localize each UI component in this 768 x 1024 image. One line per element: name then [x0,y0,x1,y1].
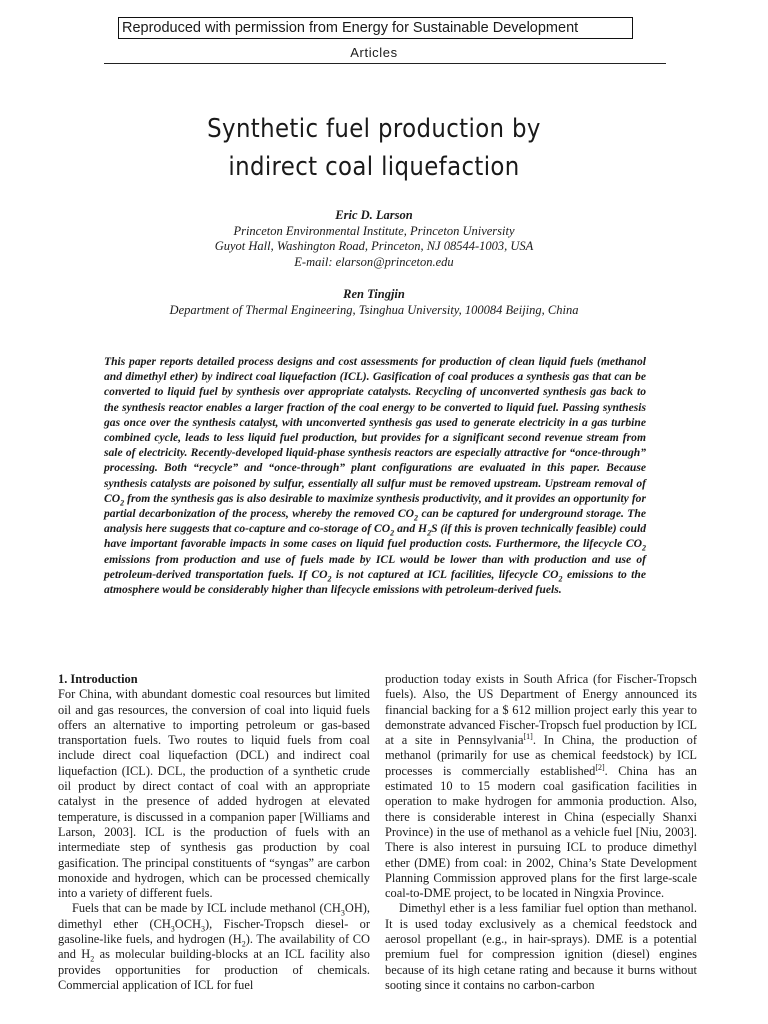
author-name: Ren Tingjin [343,287,405,301]
abstract: This paper reports detailed process designs and cost assessments for production of clean liquid fuels (methanol and dimethyl ether) by indirect coal liquefaction (ICL). Gasification of coal produces a synthesis gas that can be converted to liquid fuel by synthesis over appropriate catalysts. Recycling of unconverted synthesis gas back to the synthesis reactor enables a larger fraction of the coal energy to be converted to liquid fuel. Passing synthesis gas once over the synthesis catalyst, with unconverted synthesis gas used to generate electricity in a gas turbine combined cycle, leads to less liquid fuel production, but provides for a significant second revenue stream from sale of electricity. Recently-developed liquid-phase synthesis reactors are especially attractive for “once-through” processing. Both “recycle” and “once-through” plant configurations are evaluated in this paper. Because synthesis catalysts are poisoned by sulfur, essentially all sulfur must be removed upstream. Upstream removal of $CO_2$ from the synthesis gas is also desirable to maximize synthesis productivity, and it provides an opportunity for partial decarbonization of the process, whereby the removed $CO_2$ can be captured for underground storage. The analysis here suggests that co-capture and co-storage of $CO_2$ and $H_2S$ (if this is proven technically feasible) could have important favorable impacts in some cases on liquid fuel production costs. Furthermore, the lifecycle $CO_2$ emissions from production and use of fuels made by ICL would be lower than with production and use of petroleum-derived transportation fuels. If $CO_2$ is not captured at ICL facilities, lifecycle $CO_2$ emissions to the atmosphere would be considerably higher than lifecycle emissions with petroleum-derived fuels. [104,355,647,597]
body-column-right [385,672,697,993]
section-heading: 1. Introduction [58,672,138,686]
author-block-1 [0,208,748,270]
title-line-2: indirect coal liquefaction [228,152,520,182]
citation-ref[interactable]: [1] [523,732,533,742]
author-email: E-mail: elarson@princeton.edu [294,254,454,269]
author-name: Eric D. Larson [335,208,413,222]
paper-title [45,110,703,186]
citation-ref[interactable]: [2] [595,762,605,772]
title-line-1: Synthetic fuel production by [207,114,541,144]
body-paragraph: Dimethyl ether is a less familiar fuel option than methanol. It is used today exclusively as a chemical feedstock and aerosol propellant (e.g., in hair-sprays). DME is a potential premium fuel for compression ignition (diesel) engines because of its high cetane rating and because it burns without sooting since it contains no carbon-carbon [385,901,697,992]
body-column-left [58,672,370,993]
author-affiliation: Department of Thermal Engineering, Tsinghua University, 100084 Beijing, China [169,302,579,317]
author-address: Guyot Hall, Washington Road, Princeton, NJ 08544-1003, USA [214,239,534,253]
permission-notice: Reproduced with permission from Energy for Sustainable Development [118,17,633,39]
author-affiliation: Princeton Environmental Institute, Princeton University [233,223,515,238]
body-paragraph: For China, with abundant domestic coal resources but limited oil and gas resources, the conversion of coal into liquid fuels offers an alternative to importing petroleum or gas-based transportation fuels. Two routes to liquid fuels from coal include direct coal liquefaction (DCL) and indirect coal liquefaction (ICL). DCL, the production of a synthetic crude oil product by direct contact of coal with an appropriate catalyst in the presence of added hydrogen at elevated temperature, is discussed in a companion paper [Williams and Larson, 2003]. ICL is the production of fuels with an intermediate step of synthesis gas production by coal gasification. The principal constituents of “syngas” are carbon monoxide and hydrogen, which can be processed chemically into a variety of different fuels. [58,687,370,901]
section-label: Articles [350,45,398,60]
body-paragraph: Fuels that can be made by ICL include methanol $(CH_3OH)$, dimethyl ether $(CH_3OCH_3)$, Fischer-Tropsch diesel- or gasoline-like fuels, and hydrogen $(H_2)$. The availability of CO and $H_2$ as molecular building-blocks at an ICL facility also provides opportunities for production of chemicals. Commercial application of ICL for fuel [58,901,371,992]
header-rule [104,63,666,64]
body-paragraph: production today exists in South Africa (for Fischer-Tropsch fuels). Also, the US Department of Energy announced its financial backing for a $ 612 million project early this year to demonstrate advanced Fischer-Tropsch fuel production by ICL at a site in Pennsylvania[1]. In China, the production of methanol (primarily for use as chemical feedstock) by ICL processes is commercially established[2]. China has an estimated 10 to 15 modern coal gasification facilities in operation to make hydrogen for ammonia production. Also, there is considerable interest in China (especially Shanxi Province) in the use of methanol as a vehicle fuel [Niu, 2003]. There is also interest in pursuing ICL to produce dimethyl ether (DME) from coal: in 2002, China’s State Development Planning Commission approved plans for the first large-scale coal-to-DME project, to be located in Ningxia Province. [385,672,698,901]
author-block-2 [0,287,748,318]
